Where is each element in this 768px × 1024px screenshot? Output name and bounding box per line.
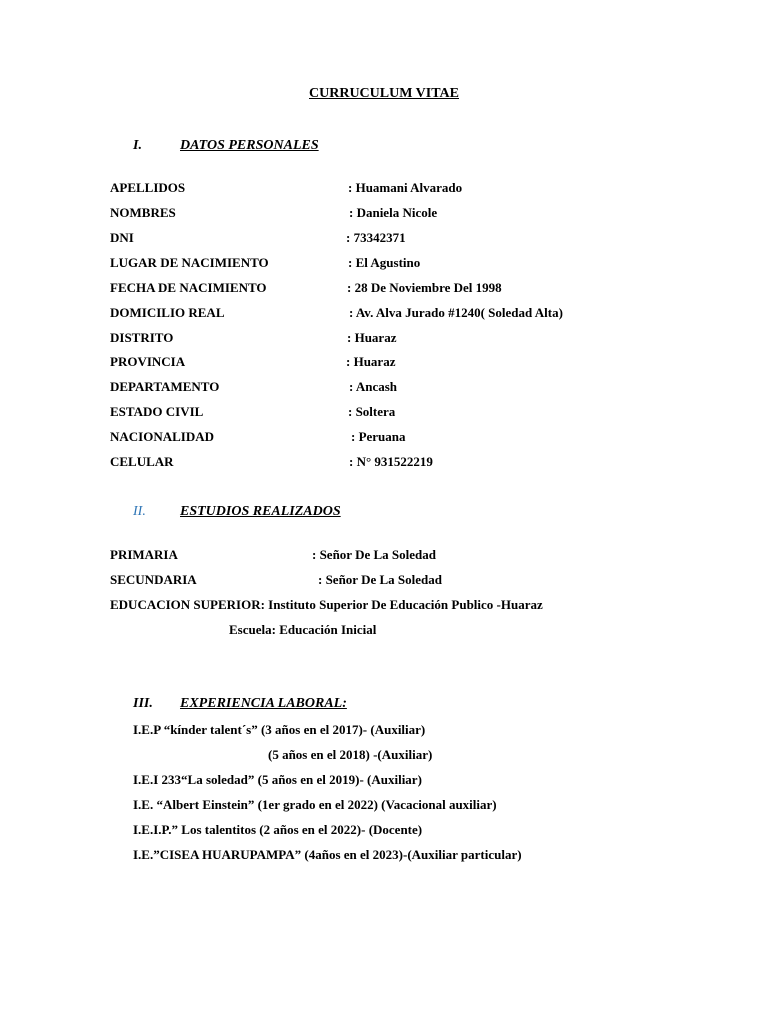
section-label: ESTUDIOS REALIZADOS: [180, 504, 341, 519]
section-number: III.: [133, 696, 153, 711]
field-key: SECUNDARIA: [110, 572, 197, 587]
field-key: DOMICILIO REAL: [110, 305, 225, 320]
field-key: DISTRITO: [110, 330, 174, 345]
field-value: : Daniela Nicole: [349, 205, 438, 220]
field-value: : Señor De La Soledad: [318, 572, 442, 587]
field-key: DEPARTAMENTO: [110, 379, 220, 394]
field-value: : Ancash: [349, 379, 398, 394]
experience-item: I.E. “Albert Einstein” (1er grado en el 2022) (Vacacional auxiliar): [133, 797, 497, 812]
education-school-line: Escuela: Educación Inicial: [229, 622, 377, 637]
document-title: CURRUCULUM VITAE: [309, 86, 459, 101]
field-value: : Huaraz: [347, 330, 397, 345]
field-key: PRIMARIA: [110, 547, 178, 562]
experience-item: (5 años en el 2018) -(Auxiliar): [268, 747, 433, 762]
field-key: NOMBRES: [110, 205, 176, 220]
field-key: NACIONALIDAD: [110, 429, 215, 444]
field-value: : Soltera: [348, 404, 396, 419]
field-value: : Huaraz: [346, 354, 396, 369]
experience-item: I.E.”CISEA HUARUPAMPA” (4años en el 2023)-(Auxiliar particular): [133, 847, 522, 862]
experience-item: I.E.I.P.” Los talentitos (2 años en el 2022)- (Docente): [133, 822, 423, 837]
field-value: : Av. Alva Jurado #1240( Soledad Alta): [349, 305, 563, 320]
education-superior-line: EDUCACION SUPERIOR: Instituto Superior De Educación Publico -Huaraz: [110, 597, 543, 612]
field-key: LUGAR DE NACIMIENTO: [110, 255, 269, 270]
section-number: I.: [133, 138, 142, 153]
field-key: DNI: [110, 230, 134, 245]
section-label: DATOS PERSONALES: [180, 138, 319, 153]
field-key: ESTADO CIVIL: [110, 404, 204, 419]
section-number: II.: [133, 504, 146, 519]
field-value: : 73342371: [346, 230, 406, 245]
field-value: : 28 De Noviembre Del 1998: [347, 280, 502, 295]
experience-item: I.E.P “kínder talent´s” (3 años en el 2017)- (Auxiliar): [133, 722, 426, 737]
field-key: FECHA DE NACIMIENTO: [110, 280, 267, 295]
experience-item: I.E.I 233“La soledad” (5 años en el 2019)- (Auxiliar): [133, 772, 422, 787]
section-label: EXPERIENCIA LABORAL:: [180, 696, 347, 711]
field-value: : N° 931522219: [349, 454, 433, 469]
field-key: APELLIDOS: [110, 180, 186, 195]
field-key: PROVINCIA: [110, 354, 186, 369]
field-value: : Huamani Alvarado: [348, 180, 463, 195]
field-key: CELULAR: [110, 454, 174, 469]
field-value: : El Agustino: [348, 255, 421, 270]
field-value: : Peruana: [351, 429, 406, 444]
field-value: : Señor De La Soledad: [312, 547, 436, 562]
